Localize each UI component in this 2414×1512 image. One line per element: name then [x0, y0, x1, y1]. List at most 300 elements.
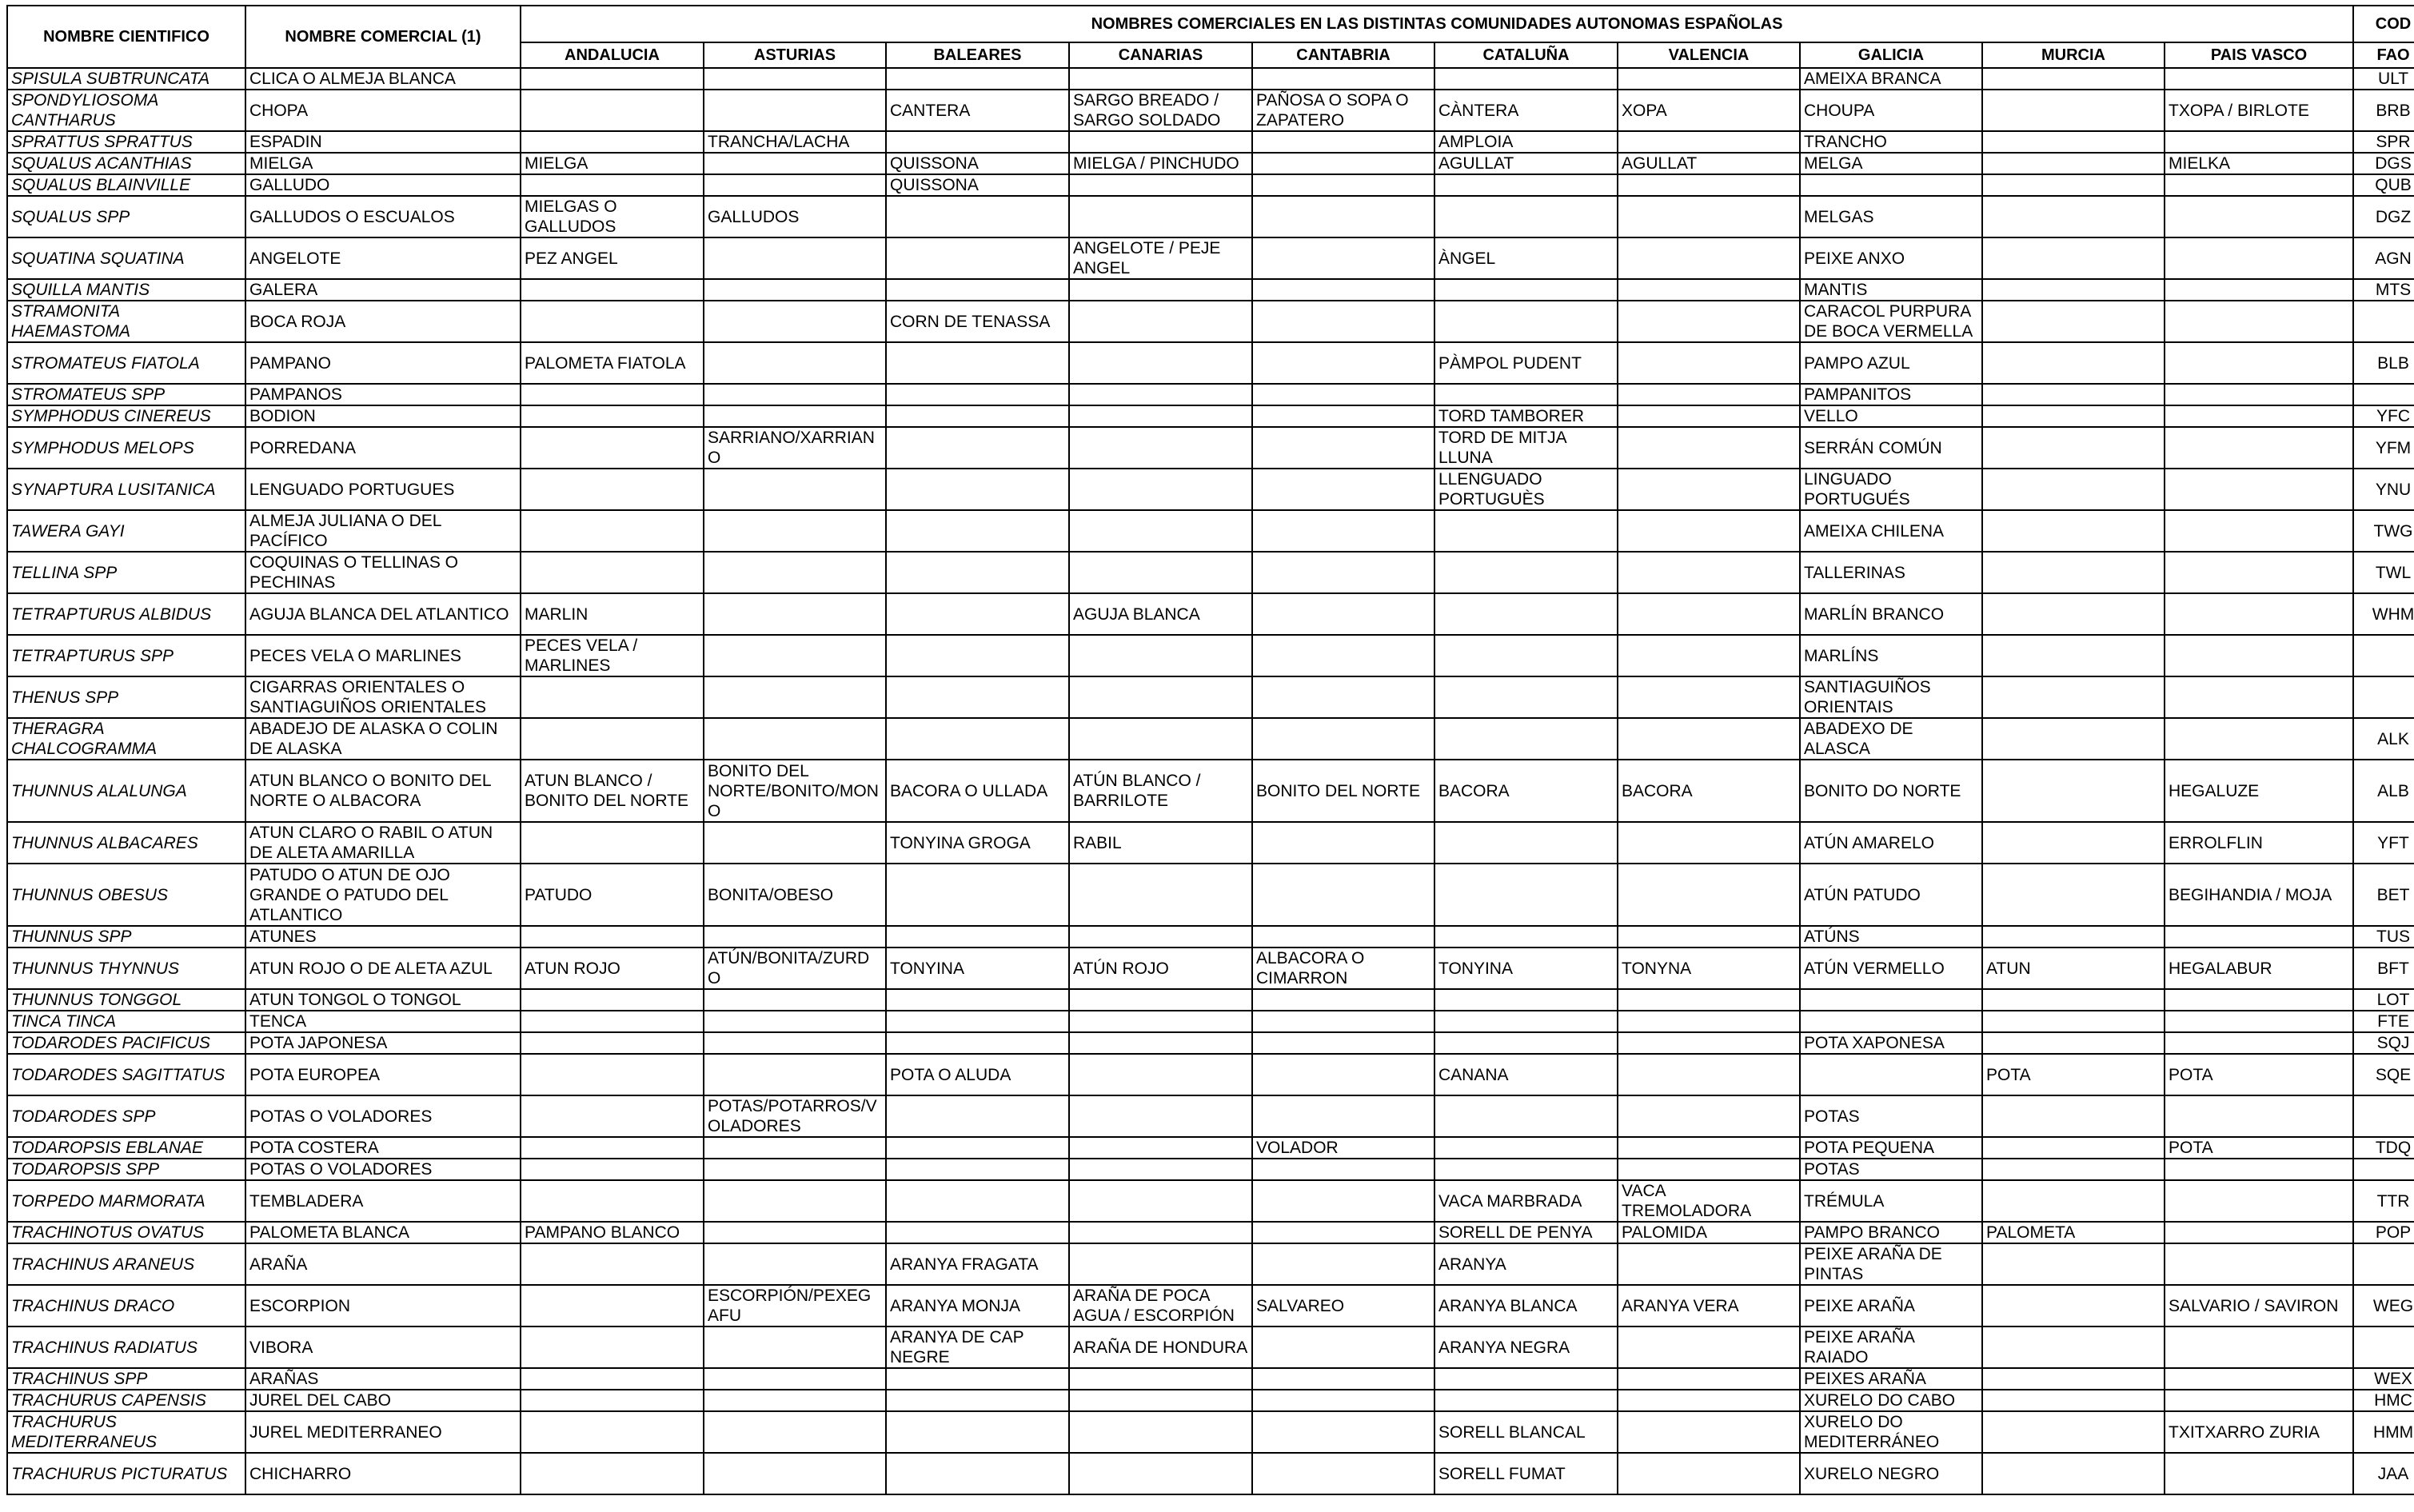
cell-nombre-comercial: AGUJA BLANCA DEL ATLANTICO: [245, 593, 521, 635]
cell-region-name: [1069, 427, 1252, 469]
cell-region-name: PAMPANITOS: [1800, 384, 1982, 405]
cell-region-name: [521, 1243, 704, 1285]
cell-nombre-cientifico: TODAROPSIS EBLANAE: [7, 1137, 245, 1159]
cell-region-name: [1434, 68, 1618, 90]
cell-region-name: TORD DE MITJA LLUNA: [1434, 427, 1618, 469]
cell-cod-fao: POP: [2353, 1222, 2414, 1243]
cell-region-name: [1434, 552, 1618, 593]
cell-nombre-comercial: POTA JAPONESA: [245, 1032, 521, 1054]
cell-nombre-cientifico: STROMATEUS FIATOLA: [7, 342, 245, 384]
cell-region-name: [886, 718, 1069, 760]
cell-region-name: PEIXE ARAÑA: [1800, 1285, 1982, 1326]
cell-region-name: [1069, 1011, 1252, 1032]
cell-region-name: [1252, 989, 1434, 1011]
cell-region-name: [1982, 131, 2165, 153]
cell-region-name: ARANYA DE CAP NEGRE: [886, 1326, 1069, 1368]
cell-region-name: [1252, 635, 1434, 676]
cell-region-name: [1252, 196, 1434, 237]
cell-region-name: SANTIAGUIÑOS ORIENTAIS: [1800, 676, 1982, 718]
cell-region-name: [1252, 676, 1434, 718]
cell-region-name: [1069, 989, 1252, 1011]
cell-region-name: [521, 1411, 704, 1453]
cell-region-name: [1069, 552, 1252, 593]
cell-region-name: [1618, 174, 1800, 196]
table-body: [7, 68, 2414, 1494]
cell-region-name: AMPLOIA: [1434, 131, 1618, 153]
cell-region-name: [1434, 635, 1618, 676]
cell-cod-fao: JAA: [2353, 1453, 2414, 1494]
cell-region-name: [1069, 864, 1252, 926]
cell-region-name: MIELGA: [521, 153, 704, 174]
cell-region-name: [1069, 405, 1252, 427]
cell-region-name: [2165, 1368, 2353, 1390]
cell-nombre-comercial: ATUN CLARO O RABIL O ATUN DE ALETA AMARILLA: [245, 822, 521, 864]
cell-region-name: SORELL FUMAT: [1434, 1453, 1618, 1494]
cell-cod-fao: [2353, 1159, 2414, 1180]
cell-region-name: [704, 1222, 886, 1243]
cell-cod-fao: SQJ: [2353, 1032, 2414, 1054]
cell-region-name: [704, 822, 886, 864]
cell-region-name: [1252, 174, 1434, 196]
cell-region-name: [1069, 1222, 1252, 1243]
cell-region-name: [1982, 237, 2165, 279]
cell-nombre-cientifico: THUNNUS ALBACARES: [7, 822, 245, 864]
cell-cod-fao: TUS: [2353, 926, 2414, 947]
table-row: [7, 1159, 2414, 1180]
cell-nombre-cientifico: SQUALUS ACANTHIAS: [7, 153, 245, 174]
table-row: [7, 1054, 2414, 1095]
cell-region-name: [1618, 718, 1800, 760]
cell-region-name: SERRÁN COMÚN: [1800, 427, 1982, 469]
cell-region-name: [1252, 1390, 1434, 1411]
cell-nombre-cientifico: TRACHURUS CAPENSIS: [7, 1390, 245, 1411]
cell-region-name: PEZ ANGEL: [521, 237, 704, 279]
cell-region-name: [1252, 153, 1434, 174]
cell-region-name: [1982, 174, 2165, 196]
cell-region-name: [521, 384, 704, 405]
cell-cod-fao: ULT: [2353, 68, 2414, 90]
table-row: [7, 1180, 2414, 1222]
table-row: [7, 279, 2414, 301]
table-row: [7, 1095, 2414, 1137]
cell-region-name: [1982, 90, 2165, 131]
cell-region-name: [1252, 1054, 1434, 1095]
cell-region-name: POTA O ALUDA: [886, 1054, 1069, 1095]
cell-region-name: PECES VELA / MARLINES: [521, 635, 704, 676]
table-row: [7, 342, 2414, 384]
cell-region-name: [886, 68, 1069, 90]
cell-region-name: [521, 279, 704, 301]
cell-region-name: PÀMPOL PUDENT: [1434, 342, 1618, 384]
cell-region-name: [886, 131, 1069, 153]
cell-region-name: [1252, 510, 1434, 552]
cell-region-name: [521, 1159, 704, 1180]
cell-cod-fao: BFT: [2353, 947, 2414, 989]
cell-region-name: [1434, 1159, 1618, 1180]
cell-region-name: [1434, 989, 1618, 1011]
cell-region-name: [2165, 1222, 2353, 1243]
cell-region-name: [1618, 405, 1800, 427]
cell-nombre-comercial: JUREL DEL CABO: [245, 1390, 521, 1411]
cell-nombre-cientifico: TRACHINUS DRACO: [7, 1285, 245, 1326]
cell-region-name: QUISSONA: [886, 174, 1069, 196]
cell-region-name: [704, 926, 886, 947]
cell-region-name: [1252, 405, 1434, 427]
cell-region-name: PAMPO BRANCO: [1800, 1222, 1982, 1243]
cell-region-name: [2165, 1326, 2353, 1368]
cell-region-name: [1252, 1095, 1434, 1137]
cell-nombre-comercial: LENGUADO PORTUGUES: [245, 469, 521, 510]
cell-region-name: MIELKA: [2165, 153, 2353, 174]
cell-region-name: AGULLAT: [1434, 153, 1618, 174]
cell-region-name: [1982, 1368, 2165, 1390]
table-row: [7, 718, 2414, 760]
cell-region-name: AGUJA BLANCA: [1069, 593, 1252, 635]
cell-nombre-cientifico: SPRATTUS SPRATTUS: [7, 131, 245, 153]
cell-region-name: [704, 989, 886, 1011]
table-row: [7, 1285, 2414, 1326]
cell-region-name: [1618, 1243, 1800, 1285]
cell-nombre-comercial: BODION: [245, 405, 521, 427]
cell-region-name: [521, 1095, 704, 1137]
cell-region-name: [1434, 1032, 1618, 1054]
cell-nombre-cientifico: TRACHINOTUS OVATUS: [7, 1222, 245, 1243]
cell-region-name: [1982, 279, 2165, 301]
cell-nombre-comercial: PECES VELA O MARLINES: [245, 635, 521, 676]
cell-region-name: TONYINA GROGA: [886, 822, 1069, 864]
cell-region-name: [886, 237, 1069, 279]
cell-region-name: TORD TAMBORER: [1434, 405, 1618, 427]
cell-cod-fao: YNU: [2353, 469, 2414, 510]
table-row: [7, 131, 2414, 153]
table-row: [7, 1368, 2414, 1390]
cell-region-name: PALOMETA: [1982, 1222, 2165, 1243]
cell-region-name: [886, 989, 1069, 1011]
cell-region-name: [886, 1095, 1069, 1137]
cell-region-name: [704, 1390, 886, 1411]
cell-region-name: [1252, 1368, 1434, 1390]
header-nombre-comercial: NOMBRE COMERCIAL (1): [245, 6, 521, 68]
cell-nombre-cientifico: SQUATINA SQUATINA: [7, 237, 245, 279]
cell-region-name: [1982, 1285, 2165, 1326]
cell-region-name: SARGO BREADO / SARGO SOLDADO: [1069, 90, 1252, 131]
cell-region-name: [1252, 384, 1434, 405]
cell-cod-fao: DGS: [2353, 153, 2414, 174]
cell-region-name: TXITXARRO ZURIA: [2165, 1411, 2353, 1453]
table-row: [7, 593, 2414, 635]
cell-region-name: [1982, 1137, 2165, 1159]
cell-region-name: TONYINA: [886, 947, 1069, 989]
cell-region-name: [521, 989, 704, 1011]
table-row: [7, 1411, 2414, 1453]
cell-region-name: [1434, 279, 1618, 301]
cell-region-name: HEGALUZE: [2165, 760, 2353, 822]
cell-region-name: POTA PEQUENA: [1800, 1137, 1982, 1159]
cell-region-name: [1069, 174, 1252, 196]
cell-region-name: [1618, 1453, 1800, 1494]
header-region: MURCIA: [1982, 42, 2165, 68]
cell-region-name: [1434, 926, 1618, 947]
cell-region-name: [886, 676, 1069, 718]
cell-region-name: [1252, 864, 1434, 926]
cell-nombre-cientifico: TODARODES SPP: [7, 1095, 245, 1137]
cell-region-name: [1069, 635, 1252, 676]
cell-region-name: [704, 301, 886, 342]
header-region: ASTURIAS: [704, 42, 886, 68]
cell-region-name: [1618, 68, 1800, 90]
cell-region-name: AMEIXA BRANCA: [1800, 68, 1982, 90]
cell-region-name: [2165, 196, 2353, 237]
cell-region-name: [521, 301, 704, 342]
cell-region-name: ATÚN AMARELO: [1800, 822, 1982, 864]
cell-region-name: [1069, 469, 1252, 510]
cell-region-name: [886, 469, 1069, 510]
cell-region-name: [1618, 1411, 1800, 1453]
cell-nombre-cientifico: SPISULA SUBTRUNCATA: [7, 68, 245, 90]
cell-region-name: [1618, 1054, 1800, 1095]
cell-nombre-comercial: VIBORA: [245, 1326, 521, 1368]
cell-region-name: [521, 1011, 704, 1032]
cell-region-name: [886, 384, 1069, 405]
cell-region-name: [1434, 1390, 1618, 1411]
cell-nombre-cientifico: SYMPHODUS CINEREUS: [7, 405, 245, 427]
cell-region-name: CÀNTERA: [1434, 90, 1618, 131]
cell-region-name: [1252, 131, 1434, 153]
cell-region-name: PAÑOSA O SOPA O ZAPATERO: [1252, 90, 1434, 131]
cell-cod-fao: LOT: [2353, 989, 2414, 1011]
cell-cod-fao: MTS: [2353, 279, 2414, 301]
cell-region-name: [1252, 68, 1434, 90]
cell-region-name: SARRIANO/XARRIANO: [704, 427, 886, 469]
cell-region-name: [886, 1453, 1069, 1494]
cell-nombre-cientifico: THUNNUS THYNNUS: [7, 947, 245, 989]
cell-region-name: [886, 405, 1069, 427]
cell-region-name: [1434, 718, 1618, 760]
cell-region-name: [2165, 510, 2353, 552]
cell-nombre-comercial: PATUDO O ATUN DE OJO GRANDE O PATUDO DEL ATLANTICO: [245, 864, 521, 926]
cell-region-name: ARANYA NEGRA: [1434, 1326, 1618, 1368]
cell-nombre-comercial: TEMBLADERA: [245, 1180, 521, 1222]
cell-cod-fao: QUB: [2353, 174, 2414, 196]
cell-region-name: [1252, 469, 1434, 510]
cell-region-name: [521, 1137, 704, 1159]
cell-region-name: [704, 1011, 886, 1032]
cell-region-name: ARAÑA DE HONDURA: [1069, 1326, 1252, 1368]
cell-region-name: [1618, 279, 1800, 301]
cell-region-name: [521, 1453, 704, 1494]
cell-region-name: VACA TREMOLADORA: [1618, 1180, 1800, 1222]
cell-region-name: TALLERINAS: [1800, 552, 1982, 593]
table-row: [7, 1137, 2414, 1159]
cell-region-name: [1069, 301, 1252, 342]
cell-region-name: [1069, 1243, 1252, 1285]
cell-region-name: [1982, 1243, 2165, 1285]
header-region: PAIS VASCO: [2165, 42, 2353, 68]
cell-region-name: [886, 1222, 1069, 1243]
cell-nombre-cientifico: TRACHINUS RADIATUS: [7, 1326, 245, 1368]
cell-region-name: XURELO DO MEDITERRÁNEO: [1800, 1411, 1982, 1453]
cell-nombre-cientifico: SQUILLA MANTIS: [7, 279, 245, 301]
cell-region-name: [886, 1368, 1069, 1390]
cell-region-name: [1434, 1137, 1618, 1159]
cell-region-name: [1618, 989, 1800, 1011]
cell-region-name: [1252, 237, 1434, 279]
cell-region-name: PEIXE ANXO: [1800, 237, 1982, 279]
cell-region-name: BONITA/OBESO: [704, 864, 886, 926]
cell-region-name: SORELL BLANCAL: [1434, 1411, 1618, 1453]
cell-region-name: [886, 926, 1069, 947]
cell-region-name: [521, 68, 704, 90]
cell-region-name: [1618, 510, 1800, 552]
cell-region-name: [521, 1180, 704, 1222]
cell-region-name: [1982, 1180, 2165, 1222]
cell-cod-fao: YFM: [2353, 427, 2414, 469]
cell-region-name: [1252, 1159, 1434, 1180]
cell-region-name: [704, 405, 886, 427]
cell-region-name: TONYINA: [1434, 947, 1618, 989]
cell-region-name: [2165, 68, 2353, 90]
cell-cod-fao: TWL: [2353, 552, 2414, 593]
cell-region-name: [521, 1326, 704, 1368]
cell-region-name: [2165, 1159, 2353, 1180]
cell-region-name: [1252, 1180, 1434, 1222]
cell-region-name: TRANCHO: [1800, 131, 1982, 153]
table-row: [7, 196, 2414, 237]
cell-region-name: [521, 405, 704, 427]
cell-region-name: [1982, 384, 2165, 405]
cell-region-name: [1069, 279, 1252, 301]
cell-region-name: [704, 676, 886, 718]
cell-region-name: [1618, 427, 1800, 469]
table-row: [7, 68, 2414, 90]
table-row: [7, 384, 2414, 405]
cell-region-name: ABADEXO DE ALASCA: [1800, 718, 1982, 760]
cell-region-name: [704, 1159, 886, 1180]
cell-nombre-comercial: POTA COSTERA: [245, 1137, 521, 1159]
cell-region-name: [1252, 1411, 1434, 1453]
cell-region-name: BONITO DEL NORTE/BONITO/MONO: [704, 760, 886, 822]
cell-region-name: [2165, 1180, 2353, 1222]
cell-region-name: [2165, 635, 2353, 676]
cell-region-name: POTAS: [1800, 1095, 1982, 1137]
cell-nombre-cientifico: STRAMONITA HAEMASTOMA: [7, 301, 245, 342]
cell-region-name: MIELGAS O GALLUDOS: [521, 196, 704, 237]
cell-region-name: [1069, 718, 1252, 760]
cell-region-name: [521, 1368, 704, 1390]
table-row: [7, 989, 2414, 1011]
cell-region-name: [886, 593, 1069, 635]
cell-region-name: [1618, 1011, 1800, 1032]
cell-region-name: [1618, 822, 1800, 864]
cell-region-name: [1252, 926, 1434, 947]
cell-region-name: [886, 196, 1069, 237]
table-row: [7, 1326, 2414, 1368]
cell-region-name: CHOUPA: [1800, 90, 1982, 131]
cell-region-name: [1800, 174, 1982, 196]
cell-region-name: ÀNGEL: [1434, 237, 1618, 279]
cell-region-name: [1982, 1411, 2165, 1453]
cell-region-name: [1434, 1011, 1618, 1032]
cell-region-name: TRÉMULA: [1800, 1180, 1982, 1222]
cell-region-name: ATÚN BLANCO / BARRILOTE: [1069, 760, 1252, 822]
cell-region-name: [704, 1411, 886, 1453]
cell-region-name: [1982, 760, 2165, 822]
cell-region-name: PAMPANO BLANCO: [521, 1222, 704, 1243]
cell-region-name: [1069, 926, 1252, 947]
cell-region-name: [1982, 1326, 2165, 1368]
cell-region-name: [704, 1180, 886, 1222]
cell-region-name: [704, 237, 886, 279]
cell-region-name: [704, 1326, 886, 1368]
cell-region-name: [1618, 342, 1800, 384]
cell-nombre-comercial: GALERA: [245, 279, 521, 301]
cell-region-name: [704, 552, 886, 593]
cell-nombre-comercial: POTAS O VOLADORES: [245, 1095, 521, 1137]
cell-region-name: SORELL DE PENYA: [1434, 1222, 1618, 1243]
cell-nombre-cientifico: STROMATEUS SPP: [7, 384, 245, 405]
table-row: [7, 237, 2414, 279]
cell-region-name: [1434, 196, 1618, 237]
cell-region-name: [1618, 1326, 1800, 1368]
cell-region-name: [521, 1054, 704, 1095]
table-row: [7, 864, 2414, 926]
cell-region-name: [521, 822, 704, 864]
cell-region-name: [2165, 131, 2353, 153]
cell-region-name: MELGA: [1800, 153, 1982, 174]
cell-region-name: [886, 635, 1069, 676]
table-row: [7, 174, 2414, 196]
cell-nombre-cientifico: TRACHINUS SPP: [7, 1368, 245, 1390]
cell-region-name: [1069, 1054, 1252, 1095]
cell-region-name: PALOMIDA: [1618, 1222, 1800, 1243]
cell-region-name: BEGIHANDIA / MOJA: [2165, 864, 2353, 926]
cell-region-name: [1252, 1453, 1434, 1494]
cell-region-name: [521, 131, 704, 153]
cell-region-name: CARACOL PURPURA DE BOCA VERMELLA: [1800, 301, 1982, 342]
cell-region-name: ATÚN VERMELLO: [1800, 947, 1982, 989]
cell-region-name: [1618, 1137, 1800, 1159]
cell-nombre-cientifico: TINCA TINCA: [7, 1011, 245, 1032]
cell-region-name: MARLÍN BRANCO: [1800, 593, 1982, 635]
cell-region-name: CANANA: [1434, 1054, 1618, 1095]
cell-cod-fao: [2353, 676, 2414, 718]
cell-cod-fao: ALK: [2353, 718, 2414, 760]
cell-nombre-comercial: PAMPANOS: [245, 384, 521, 405]
cell-region-name: [521, 90, 704, 131]
header-region: VALENCIA: [1618, 42, 1800, 68]
cell-region-name: [1434, 510, 1618, 552]
cell-region-name: PATUDO: [521, 864, 704, 926]
cell-region-name: PEIXE ARAÑA DE PINTAS: [1800, 1243, 1982, 1285]
cell-region-name: [521, 926, 704, 947]
cell-nombre-comercial: CHICHARRO: [245, 1453, 521, 1494]
cell-region-name: [1434, 174, 1618, 196]
cell-region-name: [886, 427, 1069, 469]
cell-cod-fao: [2353, 301, 2414, 342]
table-row: [7, 760, 2414, 822]
cell-region-name: [1434, 593, 1618, 635]
cell-region-name: TONYNA: [1618, 947, 1800, 989]
cell-region-name: [1252, 552, 1434, 593]
table-row: [7, 676, 2414, 718]
cell-region-name: PAMPO AZUL: [1800, 342, 1982, 384]
cell-region-name: [2165, 1390, 2353, 1411]
header-nombre-cientifico: NOMBRE CIENTIFICO: [7, 6, 245, 68]
cell-nombre-cientifico: THUNNUS ALALUNGA: [7, 760, 245, 822]
cell-region-name: [2165, 1453, 2353, 1494]
cell-nombre-cientifico: TORPEDO MARMORATA: [7, 1180, 245, 1222]
cell-region-name: [1618, 469, 1800, 510]
